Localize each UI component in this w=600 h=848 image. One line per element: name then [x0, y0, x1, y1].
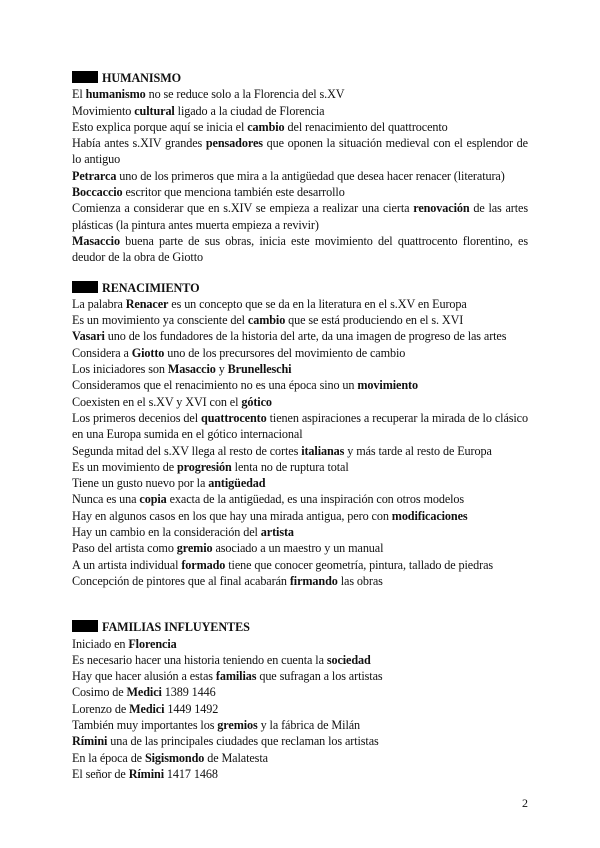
bold-term: Renacer	[125, 296, 169, 311]
bold-term: italianas	[301, 443, 345, 458]
bold-term: humanismo	[85, 87, 146, 102]
text-line: Cosimo de Medici 1389 1446	[72, 685, 216, 700]
text-line: Segunda mitad del s.XV llega al resto de cortes italianas y más tarde al resto de Europa	[72, 443, 492, 458]
bold-term: pensadores	[205, 136, 263, 151]
text-line: Lorenzo de Medici 1449 1492	[72, 701, 219, 716]
section-heading	[72, 280, 528, 296]
section-heading	[72, 70, 528, 86]
bold-term: familias	[215, 669, 257, 684]
text-line: Es necesario hacer una historia teniendo en cuenta la sociedad	[72, 652, 371, 667]
section-body	[72, 86, 528, 265]
text-line: Coexisten en el s.XV y XVI con el gótico	[72, 394, 272, 409]
text-line: Hay un cambio en la consideración del artista	[72, 525, 294, 540]
bold-term: renovación	[413, 201, 470, 216]
text-line: Había antes s.XIV grandes pensadores que oponen la situación medieval con el esplendor de lo antiguo	[72, 136, 528, 167]
bold-term: Rímini	[128, 766, 164, 781]
bold-term: movimiento	[357, 378, 418, 393]
section-body	[72, 296, 528, 589]
text-line: Rímini una de las principales ciudades que reclaman los artistas	[72, 734, 379, 749]
bold-term: Sigismondo	[144, 750, 205, 765]
bold-term: Petrarca	[72, 168, 117, 183]
bold-term: sociedad	[326, 652, 371, 667]
text-line: También muy importantes los gremios y la fábrica de Milán	[72, 717, 361, 732]
bold-term: Brunelleschi	[227, 362, 292, 377]
text-line: Petrarca uno de los primeros que mira a la antigüedad que desea hacer renacer (literatura)	[72, 168, 505, 183]
bold-term: Giotto	[131, 345, 165, 360]
section-body	[72, 636, 528, 783]
bold-term: firmando	[289, 573, 338, 588]
bold-term: copia	[139, 492, 167, 507]
text-line: Considera a Giotto uno de los precursores del movimiento de cambio	[72, 345, 406, 360]
text-line: El humanismo no se reduce solo a la Florencia del s.XV	[72, 87, 345, 102]
text-line: Tiene un gusto nuevo por la antigüedad	[72, 476, 266, 491]
text-line: La palabra Renacer es un concepto que se da en la literatura en el s.XV en Europa	[72, 296, 467, 311]
bold-term: gótico	[241, 394, 272, 409]
text-line: Iniciado en Florencia	[72, 636, 177, 651]
section-renacimiento	[72, 280, 528, 590]
text-line: Hay en algunos casos en los que hay una mirada antigua, pero con modificaciones	[72, 508, 468, 523]
text-line: Nunca es una copia exacta de la antigüedad, es una inspiración con otros modelos	[72, 492, 465, 507]
bold-term: Medici	[126, 685, 162, 700]
page-number: 2	[522, 796, 528, 810]
bold-term: gremios	[217, 717, 258, 732]
text-line: Es un movimiento de progresión lenta no de ruptura total	[72, 459, 349, 474]
heading-marker	[72, 620, 98, 632]
bold-term: Masaccio	[167, 362, 216, 377]
text-line: Movimiento cultural ligado a la ciudad de Florencia	[72, 103, 325, 118]
section-familias-influyentes	[72, 619, 528, 782]
text-line: Es un movimiento ya consciente del cambio que se está produciendo en el s. XVI	[72, 313, 464, 328]
section-title: HUMANISMO	[102, 71, 181, 85]
text-line: Comienza a considerar que en s.XIV se empieza a realizar una cierta renovación de las artes plásticas (la pintura antes muerta empieza a revivir)	[72, 201, 529, 232]
document-page	[72, 70, 528, 782]
text-line: Boccaccio escritor que menciona también este desarrollo	[72, 185, 345, 200]
text-line: El señor de Rímini 1417 1468	[72, 766, 218, 781]
text-line: A un artista individual formado tiene que conocer geometría, pintura, tallado de piedras	[72, 557, 494, 572]
bold-term: artista	[260, 525, 294, 540]
bold-term: modificaciones	[391, 508, 468, 523]
section-heading	[72, 619, 528, 635]
bold-term: Vasari	[72, 329, 105, 344]
bold-term: formado	[181, 557, 226, 572]
bold-term: Medici	[129, 701, 165, 716]
text-line: Consideramos que el renacimiento no es una época sino un movimiento	[72, 378, 418, 393]
text-line: Esto explica porque aquí se inicia el cambio del renacimiento del quattrocento	[72, 119, 448, 134]
text-line: Los primeros decenios del quattrocento tienen aspiraciones a recuperar la mirada de lo clásico en una Europa sumida en el gótico internacional	[72, 410, 528, 442]
section-title: FAMILIAS INFLUYENTES	[102, 620, 250, 635]
section-humanismo	[72, 70, 528, 266]
bold-term: progresión	[176, 459, 232, 474]
bold-term: quattrocento	[201, 410, 267, 425]
bold-term: Florencia	[128, 636, 177, 651]
text-line: Vasari uno de los fundadores de la historia del arte, da una imagen de progreso de las artes	[72, 329, 507, 344]
bold-term: Masaccio	[72, 233, 120, 248]
text-line: Masaccio buena parte de sus obras, inicia este movimiento del quattrocento florentino, es deudor de la obra de Giotto	[72, 233, 528, 265]
bold-term: cultural	[134, 103, 175, 118]
text-line: Hay que hacer alusión a estas familias que sufragan a los artistas	[72, 669, 383, 684]
text-line: Paso del artista como gremio asociado a un maestro y un manual	[72, 541, 384, 556]
bold-term: gremio	[176, 541, 213, 556]
bold-term: cambio	[247, 119, 285, 134]
bold-term: Boccaccio	[72, 185, 123, 200]
heading-marker	[72, 71, 98, 83]
text-line: Los iniciadores son Masaccio y Brunelleschi	[72, 362, 292, 377]
text-line: Concepción de pintores que al final acabarán firmando las obras	[72, 573, 383, 588]
text-line: En la época de Sigismondo de Malatesta	[72, 750, 268, 765]
bold-term: cambio	[247, 313, 286, 328]
section-title: RENACIMIENTO	[102, 280, 200, 295]
bold-term: Rímini	[72, 734, 108, 749]
heading-marker	[72, 281, 98, 293]
bold-term: antigüedad	[208, 476, 266, 491]
